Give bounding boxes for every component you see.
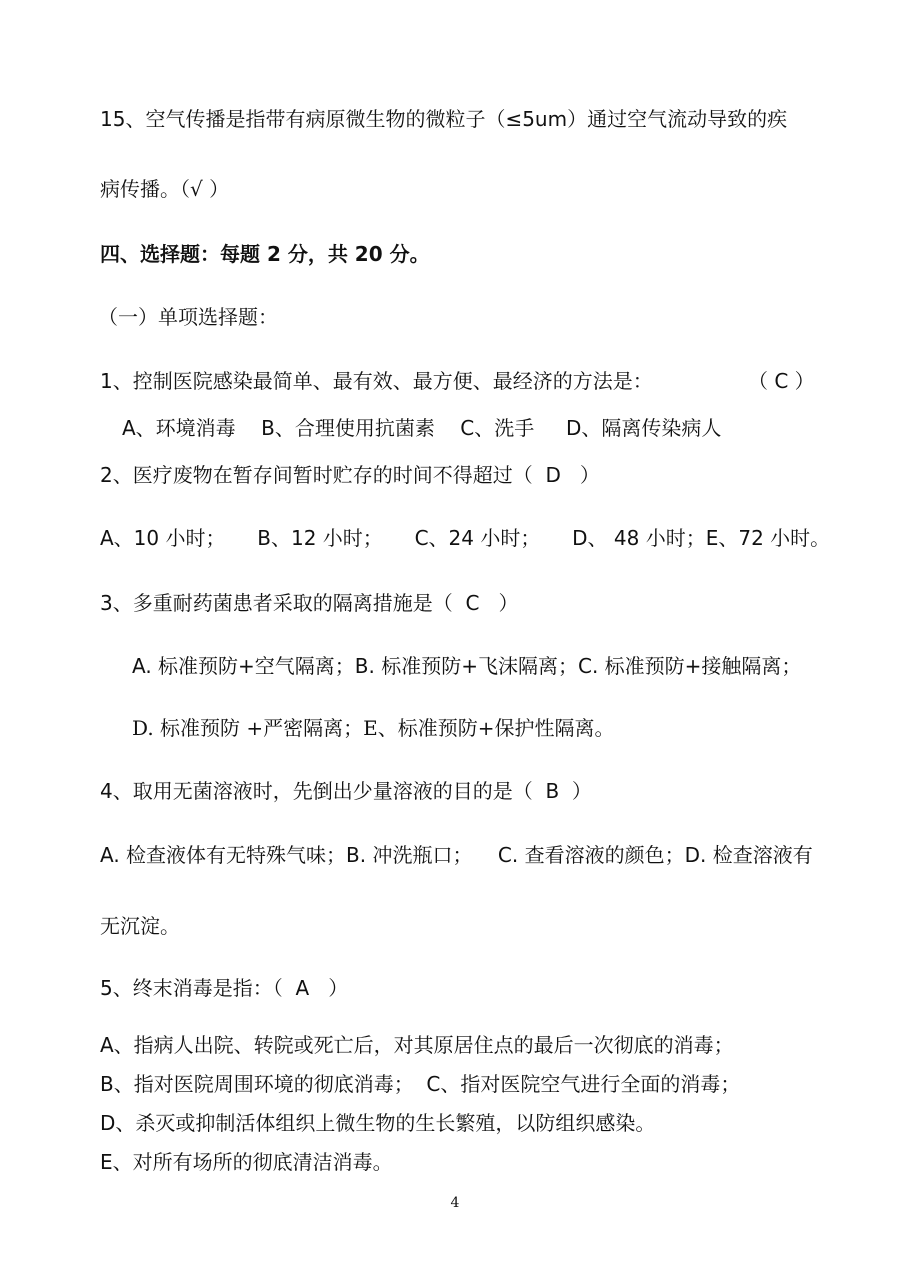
question-1-stem: 1、控制医院感染最简单、最有效、最方便、最经济的方法是： <box>100 369 653 393</box>
question-3-options-line-2: D. 标准预防 +严密隔离；E、标准预防+保护性隔离。 <box>132 716 615 740</box>
subsection-heading-single-choice: （一）单项选择题： <box>98 305 278 329</box>
tf-question-15-line-1: 15、空气传播是指带有病原微生物的微粒子（≤5um）通过空气流动导致的疾 <box>100 107 788 131</box>
question-5-option-e: E、对所有场所的彻底清洁消毒。 <box>100 1150 393 1174</box>
question-3-stem: 3、多重耐药菌患者采取的隔离措施是（ C ） <box>100 591 519 615</box>
question-2-stem: 2、医疗废物在暂存间暂时贮存的时间不得超过（ D ） <box>100 463 600 487</box>
page-number: 4 <box>450 1195 460 1211</box>
question-1-options: A、环境消毒 B、合理使用抗菌素 C、洗手 D、隔离传染病人 <box>122 416 722 440</box>
question-4-options-line-2: 无沉淀。 <box>100 914 180 938</box>
question-1-answer: （ C ） <box>748 369 815 393</box>
question-4-options-line-1: A. 检查液体有无特殊气味；B. 冲洗瓶口； C. 查看溶液的颜色；D. 检查溶液有 <box>100 843 813 867</box>
question-5-option-a: A、指病人出院、转院或死亡后，对其原居住点的最后一次彻底的消毒； <box>100 1033 734 1057</box>
question-2-options: A、10 小时； B、12 小时； C、24 小时； D、 48 小时；E、72 小时。 <box>100 526 831 550</box>
question-5-stem: 5、终末消毒是指：（ A ） <box>100 976 349 1000</box>
question-5-option-d: D、杀灭或抑制活体组织上微生物的生长繁殖，以防组织感染。 <box>100 1111 656 1135</box>
section-heading-choice-questions: 四、选择题：每题 2 分，共 20 分。 <box>100 242 430 266</box>
tf-question-15-line-2: 病传播。（√ ） <box>100 177 230 201</box>
question-4-stem: 4、取用无菌溶液时，先倒出少量溶液的目的是（ B ） <box>100 779 592 803</box>
question-5-option-b-c: B、指对医院周围环境的彻底消毒； C、指对医院空气进行全面的消毒； <box>100 1072 741 1096</box>
question-3-options-line-1: A. 标准预防+空气隔离；B. 标准预防+飞沫隔离；C. 标准预防+接触隔离； <box>132 654 802 678</box>
